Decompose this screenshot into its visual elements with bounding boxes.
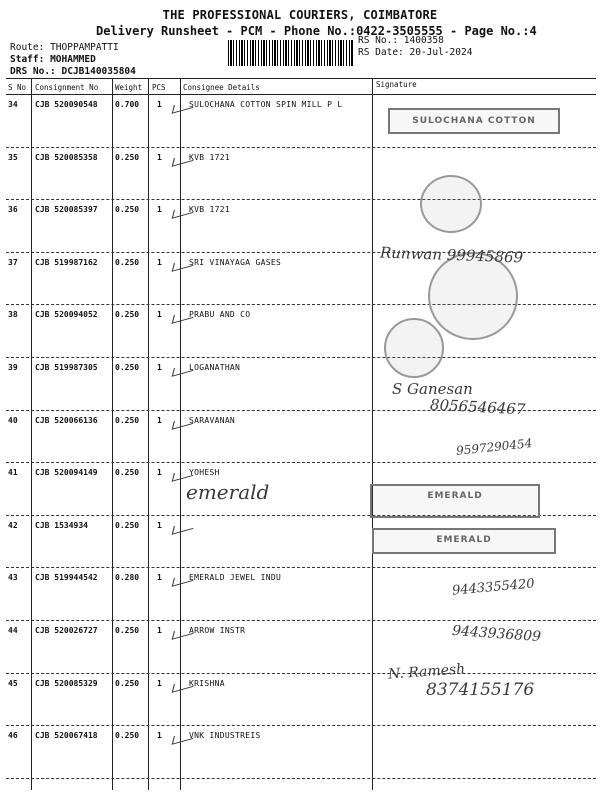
cell-consignment: CJB 520067418 (35, 731, 98, 741)
cell-pcs: 1 (157, 678, 162, 688)
cell-pcs: 1 (157, 520, 162, 530)
rs-date-value: 20-Jul-2024 (409, 47, 473, 58)
cell-sno: 40 (8, 415, 18, 425)
cell-weight: 0.250 (115, 468, 140, 478)
cell-sno: 38 (8, 310, 18, 320)
cell-weight: 0.250 (115, 731, 140, 741)
rs-no-value: 1400358 (403, 35, 444, 46)
cell-consignment: CJB 520094052 (35, 310, 98, 320)
col-divider (31, 78, 32, 790)
cell-weight: 0.700 (115, 100, 140, 109)
delivery-tick-mark (172, 730, 196, 744)
row-separator (6, 567, 596, 568)
cell-pcs: 1 (157, 257, 162, 267)
header-weight: Weight (115, 83, 143, 92)
handwritten-note: S Ganesan (392, 380, 473, 398)
row-separator (6, 147, 596, 148)
cell-pcs: 1 (157, 152, 162, 162)
cell-consignment: CJB 520085397 (35, 205, 98, 215)
cell-weight: 0.250 (115, 257, 140, 267)
barcode (228, 40, 354, 66)
handwritten-note: Runwan 99945869 (379, 243, 524, 267)
header-consignee: Consignee Details (183, 83, 260, 92)
route-value: THOPPAMPATTI (50, 42, 119, 53)
row-separator (6, 725, 596, 726)
cell-consignee: SARAVANAN (189, 415, 236, 425)
row-separator (6, 199, 596, 200)
row-separator (6, 620, 596, 621)
row-separator (6, 778, 596, 779)
cell-consignment: CJB 520094149 (35, 468, 98, 478)
cell-sno: 45 (8, 678, 18, 688)
cell-consignee: PRABU AND CO (189, 310, 251, 320)
cell-pcs: 1 (157, 415, 162, 425)
drs-line (10, 65, 136, 78)
cell-sno: 36 (8, 205, 18, 215)
sulochana-stamp (388, 108, 560, 134)
cell-pcs: 1 (157, 310, 162, 320)
cell-consignee: LOGANATHAN (189, 363, 241, 372)
cell-sno: 43 (8, 573, 18, 583)
cell-sno: 39 (8, 363, 18, 372)
route-label: Route: (10, 42, 45, 53)
cell-pcs: 1 (157, 626, 162, 635)
rs-date-line (358, 46, 472, 59)
cell-consignment: CJB 520085329 (35, 678, 98, 688)
cell-consignee: EMERALD JEWEL INDU (189, 573, 282, 583)
delivery-tick-mark (172, 204, 196, 218)
sulochana-stamp-text: SULOCHANA COTTON (412, 116, 536, 126)
cell-consignment: CJB 520026727 (35, 626, 98, 635)
emerald-stamp-2-text: EMERALD (436, 535, 492, 545)
cell-consignment: CJB 519944542 (35, 573, 98, 583)
col-divider (148, 78, 149, 790)
cell-sno: 42 (8, 520, 18, 530)
cell-weight: 0.250 (115, 363, 140, 372)
row-separator (6, 673, 596, 674)
cell-consignee: YOHESH (189, 468, 220, 478)
staff-label: Staff: (10, 54, 45, 65)
handwritten-note: 9597290454 (455, 436, 533, 458)
cell-pcs: 1 (157, 573, 162, 583)
cell-consignee: SULOCHANA COTTON SPIN MILL P L (189, 100, 343, 109)
cell-consignment: CJB 520090548 (35, 100, 98, 109)
runsheet-subtitle: Delivery Runsheet - PCM - Phone No.:0422-3505555 - Page No.:4 (96, 24, 537, 38)
row-separator (6, 357, 596, 358)
delivery-tick-mark (172, 520, 196, 534)
delivery-tick-mark (172, 310, 196, 324)
delivery-tick-mark (172, 152, 196, 166)
cell-weight: 0.250 (115, 310, 140, 320)
staff-value: MOHAMMED (50, 54, 96, 65)
cell-weight: 0.250 (115, 415, 140, 425)
handwritten-note: emerald (186, 480, 270, 504)
drs-label: DRS No.: (10, 66, 56, 77)
header-signature: Signature (376, 80, 417, 89)
cell-consignment: CJB 519987305 (35, 363, 98, 372)
cell-consignee: VNK INDUSTREIS (189, 731, 261, 741)
col-divider (372, 78, 373, 790)
rs-date-label: RS Date: (358, 47, 404, 58)
delivery-tick-mark (172, 678, 196, 692)
table-top-border (6, 78, 596, 79)
drs-value: DCJB140035804 (61, 66, 136, 77)
round-seal (384, 318, 444, 378)
cell-weight: 0.280 (115, 573, 140, 583)
cell-weight: 0.250 (115, 520, 140, 530)
cell-sno: 46 (8, 731, 18, 741)
cell-weight: 0.250 (115, 678, 140, 688)
round-seal (420, 175, 482, 233)
cell-pcs: 1 (157, 468, 162, 478)
cell-consignee: KRISHNA (189, 678, 225, 688)
cell-consignee: KVB 1721 (189, 152, 230, 162)
cell-consignment: CJB 520085358 (35, 152, 98, 162)
cell-consignee: ARROW INSTR (189, 626, 246, 635)
handwritten-note: 9443355420 (451, 576, 536, 599)
rs-no-label: RS No.: (358, 35, 399, 46)
cell-weight: 0.250 (115, 205, 140, 215)
row-separator (6, 462, 596, 463)
cell-pcs: 1 (157, 205, 162, 215)
cell-consignee: SRI VINAYAGA GASES (189, 257, 282, 267)
emerald-stamp-1-text: EMERALD (427, 491, 483, 501)
cell-consignee: KVB 1721 (189, 205, 230, 215)
cell-weight: 0.250 (115, 626, 140, 635)
company-title: THE PROFESSIONAL COURIERS, COIMBATORE (162, 8, 438, 22)
col-divider (112, 78, 113, 790)
emerald-stamp-2 (372, 528, 556, 554)
emerald-stamp-1 (370, 484, 540, 518)
table-header-border (6, 94, 596, 95)
handwritten-note: 8374155176 (426, 680, 535, 700)
cell-pcs: 1 (157, 363, 162, 372)
header-consignment: Consignment No (35, 83, 99, 92)
delivery-tick-mark (172, 99, 196, 113)
cell-pcs: 1 (157, 100, 162, 109)
cell-sno: 44 (8, 626, 18, 635)
cell-sno: 35 (8, 152, 18, 162)
header-sno: S No (8, 83, 27, 92)
cell-pcs: 1 (157, 731, 162, 741)
cell-consignment: CJB 520066136 (35, 415, 98, 425)
delivery-tick-mark (172, 257, 196, 271)
cell-sno: 34 (8, 100, 18, 109)
delivery-tick-mark (172, 415, 196, 429)
cell-weight: 0.250 (115, 152, 140, 162)
handwritten-note: 9443936809 (451, 622, 542, 646)
cell-sno: 37 (8, 257, 18, 267)
handwritten-note: 8056546467 (429, 395, 526, 419)
delivery-tick-mark (172, 362, 196, 376)
header-pcs: PCS (152, 83, 166, 92)
delivery-tick-mark (172, 573, 196, 587)
cell-sno: 41 (8, 468, 18, 478)
cell-consignment: CJB 519987162 (35, 257, 98, 267)
handwritten-note: N. Ramesh (387, 661, 466, 683)
delivery-tick-mark (172, 625, 196, 639)
cell-consignment: CJB 1534934 (35, 520, 88, 530)
